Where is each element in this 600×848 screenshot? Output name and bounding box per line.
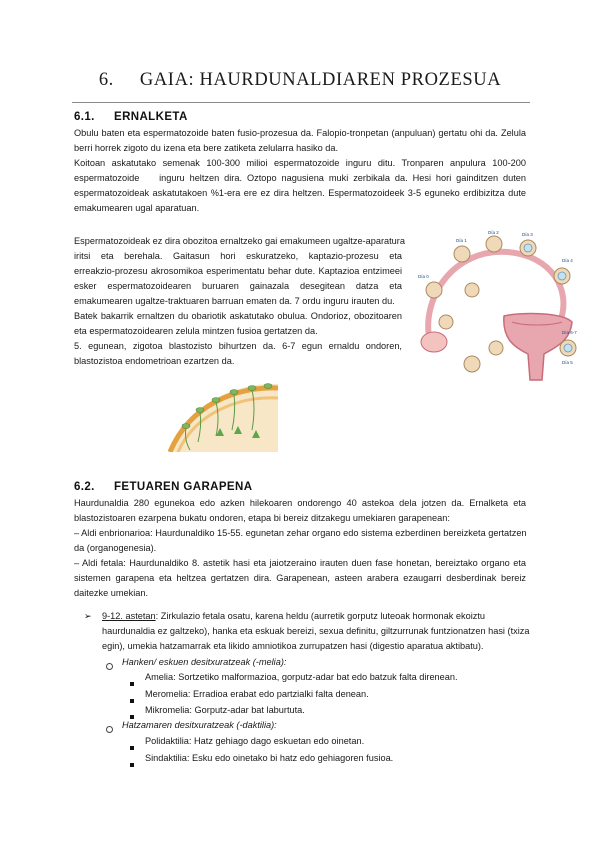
label-day0: Día 0 — [418, 274, 429, 279]
square-bullet-icon — [130, 756, 134, 774]
text-line: erreakzio-prozesu akrosomikoa esperimentatu behar dute. Kaptazioa entzimeei — [74, 266, 402, 276]
text-line: esker espermatozoidearen buruaren gainazala desegitean datza eta — [74, 281, 402, 291]
text-line: 5. egunean, zigotoa blastozisto bihurtzen da. 6-7 egun ernaldu ondoren, — [74, 341, 402, 351]
list-item-meromelia: Meromelia: Erradioa erabat edo partzialki falta denean. — [145, 689, 369, 699]
text-line: : Zirkulazio fetala osatu, karena heldu (aurretik gorputz luteoak hormonak ekoiztu — [155, 611, 486, 621]
fertilization-diagram — [412, 230, 580, 385]
text-line: da (organogenesia). — [74, 543, 157, 553]
text-line: blastozistoaren ezarpena bukatu ondoren, etapa bi bereiz ditzakegu umekiaren garapenean: — [74, 513, 450, 523]
paragraph-ernalketa-2 — [74, 234, 405, 369]
title-divider — [72, 102, 530, 103]
list-item-sindaktilia: Sindaktilia: Esku edo oinetako bi hatz edo gehiagoren fusioa. — [145, 753, 394, 763]
chapter-number: 6. — [98, 70, 114, 90]
chapter-title: GAIA: HAURDUNALDIAREN PROZESUA — [139, 70, 502, 90]
text-line: daitezke umekian. — [74, 588, 149, 598]
text-line: egin), umekia hatzamarrak eta likido amniotikoa zurrupatzen hasi (digestio aparatua aktibatu). — [102, 641, 484, 651]
list-item-mikromelia: Mikromelia: Gorputz-adar bat laburtuta. — [145, 705, 305, 715]
cell-day0 — [426, 282, 442, 298]
paragraph-ernalketa-1 — [74, 126, 526, 216]
square-bullet-icon — [130, 675, 134, 693]
text-line: espermatozoide inguru heltzen dira. Oztopo nagusiena muki zerbikala da. Hesi hori gainditzen duten — [74, 173, 526, 183]
label-day2: Día 2 — [488, 230, 499, 235]
label-day3: Día 3 — [522, 232, 533, 237]
section-heading-fetuaren-garapena — [74, 481, 252, 493]
text-line: espermatozoideak askatutakoen %1-era ere ez dira heltzen. Espermatozoideek 3-5 eguneko erdibizitza dute — [74, 188, 526, 198]
acrosome-diagram — [168, 382, 278, 452]
paragraph-garapena — [74, 496, 526, 601]
text-line: berri horrek zigoto du izena eta bere zatiketa zelularra hasiko da. — [74, 143, 339, 153]
text-line: eta espermatozoidearen zelula mintzen fusioa gertatzen da. — [74, 326, 318, 336]
section-heading-ernalketa — [74, 111, 188, 123]
label-day1: Día 1 — [456, 238, 467, 243]
label-day4: Día 4 — [562, 258, 573, 263]
text-line: emakumearen ugaltze-traktuaren barruan ematen da. 7 ordu inguru irauten du. — [74, 296, 395, 306]
arrow-bullet-icon: ➢ — [84, 611, 92, 621]
text-line: – Aldi enbrionarioa: Haurdunaldiko 15-55. egunetan zehar organo edo sistema ezberdinen bereizketa gertatzen — [74, 528, 527, 538]
text-line: blastozistoa endometrioan ezartzen da. — [74, 356, 235, 366]
square-bullet-icon — [130, 739, 134, 757]
sublist-heading-daktilia: Hatzamaren desitxuratzeak (-daktilia): — [122, 720, 277, 730]
section-number: 6.2. — [74, 481, 95, 493]
circle-bullet-icon — [106, 721, 113, 739]
cell-day1 — [454, 246, 470, 262]
section-title: ERNALKETA — [114, 111, 188, 123]
text-line: emakumearen ugal aparatuan. — [74, 203, 200, 213]
label-day5: Día 5 — [562, 360, 573, 365]
page-title — [0, 70, 600, 91]
list-item-amelia: Amelia: Sortzetiko malformazioa, gorputz-adar bat edo batzuk falta direnean. — [145, 672, 458, 682]
text-line: Batek bakarrik ernaltzen du obariotik askatutako obulua. Ondorioz, obozitoaren — [74, 311, 402, 321]
sublist-heading-melia: Hanken/ eskuen desitxuratzeak (-melia): — [122, 657, 287, 667]
weeks-label: 9-12. astetan — [102, 611, 156, 621]
text-line: Obulu baten eta espermatozoide baten fusio-prozesua da. Falopio-tronpetan (anpuluan) gertatu ohi da. Zelula — [74, 128, 526, 138]
label-day6-7: Día 6-7 — [562, 330, 577, 335]
section-title: FETUAREN GARAPENA — [114, 481, 253, 493]
circle-bullet-icon — [106, 658, 113, 676]
text-line: haurdunaldia ez galtzeko), hanka eta eskuak bereizi, sexua definitu, giltzurrunak funtzionatzen hasi (txiza — [102, 626, 530, 636]
ovary — [421, 332, 447, 352]
list-item-polidaktilia: Polidaktilia: Hatz gehiago dago eskuetan edo oinetan. — [145, 736, 365, 746]
list-item-weeks — [102, 609, 530, 654]
section-number: 6.1. — [74, 111, 95, 123]
text-line: iritsi eta berehala. Gaitasun hori eskuratzeko, kaptazio-prozesu eta — [74, 251, 402, 261]
cell-day2 — [486, 236, 502, 252]
text-line: Espermatozoideak ez dira obozitoa ernaltzeko gai emakumeen ugaltze-aparatura — [74, 236, 405, 246]
text-line: Koitoan askatutako semenak 100-300 milioi espermatozoide inguru ditu. Tronparen anpulura 100-200 — [74, 158, 526, 168]
text-line: sistemen garapena eta heltzea gertatzen dira. Garapenean, asteen arabera ezaugarri desberdinak bereiz — [74, 573, 526, 583]
text-line: – Aldi fetala: Haurdunaldiko 8. astetik hasi eta jaiotzeraino irauten duen fase honetan, bereiztako organo eta — [74, 558, 526, 568]
text-line: Haurdunaldia 280 egunekoa edo azken hilekoaren ondorengo 40 astekoa dela jotzen da. Ernalketa eta — [74, 498, 526, 508]
